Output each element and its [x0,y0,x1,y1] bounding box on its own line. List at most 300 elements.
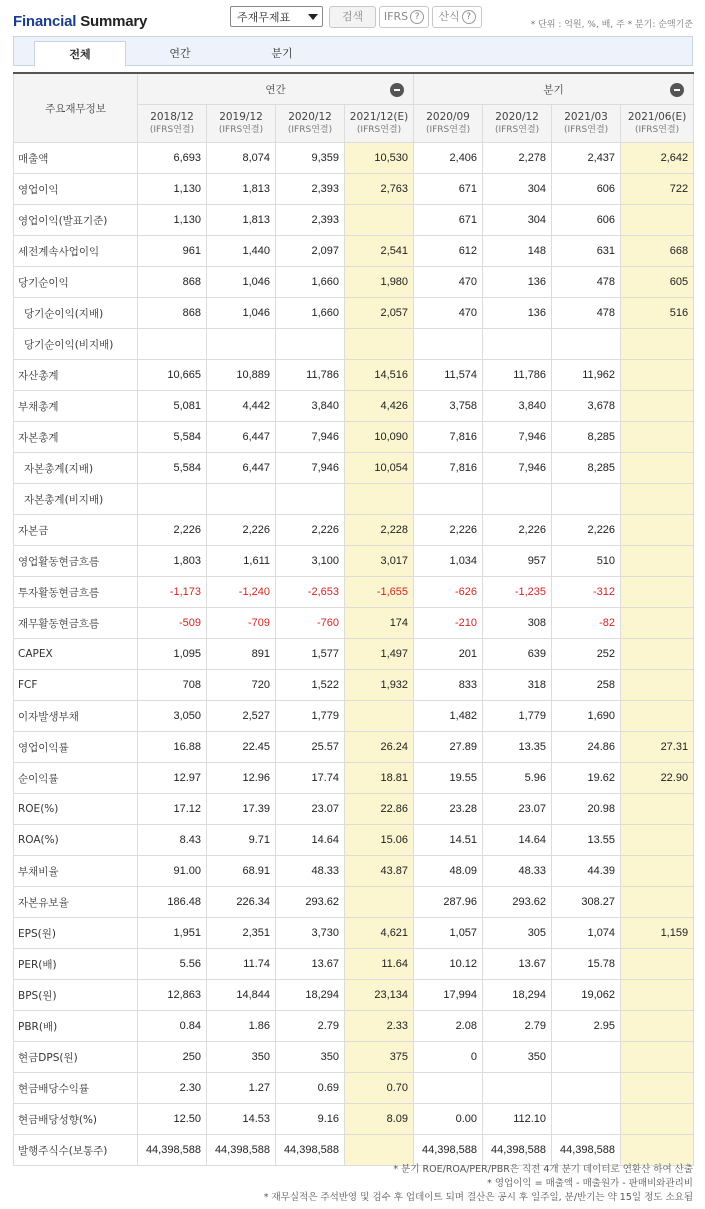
footnotes [264,1163,693,1205]
table-cell: 6,447 [207,453,276,484]
table-cell: 10,054 [345,453,414,484]
table-cell: 9.71 [207,825,276,856]
table-cell: 20.98 [552,794,621,825]
table-cell: -210 [414,608,483,639]
row-label: CAPEX [14,639,138,670]
table-cell [621,205,694,236]
table-cell: 10,665 [138,360,207,391]
period-basis: (IFRS연결) [287,124,333,135]
table-cell: -509 [138,608,207,639]
table-cell: 1,095 [138,639,207,670]
table-cell: 12.50 [138,1104,207,1135]
table-row [14,329,694,360]
row-label: 당기순이익 [14,267,138,298]
table-row [14,236,694,267]
table-cell: 1,057 [414,918,483,949]
table-cell: 9.16 [276,1104,345,1135]
table-cell: 4,426 [345,391,414,422]
table-cell: 252 [552,639,621,670]
table-cell: 1,779 [276,701,345,732]
table-cell: 8,285 [552,422,621,453]
table-cell: 1,779 [483,701,552,732]
table-cell: 68.91 [207,856,276,887]
table-cell: 305 [483,918,552,949]
table-cell: 308 [483,608,552,639]
row-header: 주요재무정보 [14,73,138,143]
table-cell [621,856,694,887]
table-cell: 12.97 [138,763,207,794]
table-cell [552,329,621,360]
table-cell [483,329,552,360]
table-row [14,267,694,298]
period-header [621,105,694,143]
row-label: ROE(%) [14,794,138,825]
table-cell: 708 [138,670,207,701]
table-cell [621,608,694,639]
table-cell: 11,574 [414,360,483,391]
table-cell: 2.95 [552,1011,621,1042]
table-cell [138,484,207,515]
table-cell: 44.39 [552,856,621,887]
table-cell: 22.45 [207,732,276,763]
table-cell: 258 [552,670,621,701]
table-cell [621,887,694,918]
table-cell: 1,932 [345,670,414,701]
table-cell: 510 [552,546,621,577]
question-icon: ? [462,10,476,24]
search-button[interactable]: 검색 [329,6,376,28]
row-label: 투자활동현금흐름 [14,577,138,608]
table-cell: 2,226 [483,515,552,546]
table-row [14,453,694,484]
table-cell: 7,946 [276,422,345,453]
table-cell: 14.51 [414,825,483,856]
row-label: 자본총계(지배) [14,453,138,484]
table-cell: 25.57 [276,732,345,763]
row-label: 현금배당수익률 [14,1073,138,1104]
table-cell: 112.10 [483,1104,552,1135]
table-cell: 186.48 [138,887,207,918]
table-cell: 1,130 [138,205,207,236]
table-cell: 17.12 [138,794,207,825]
table-cell: 14,516 [345,360,414,391]
table-cell: 308.27 [552,887,621,918]
table-cell: 13.67 [483,949,552,980]
table-cell [207,484,276,515]
tab-annual[interactable]: 연간 [169,47,191,60]
table-cell: 304 [483,174,552,205]
table-cell: 6,447 [207,422,276,453]
row-label: 세전계속사업이익 [14,236,138,267]
row-label: 발행주식수(보통주) [14,1135,138,1166]
formula-label: 산식 [438,10,460,23]
table-cell: 136 [483,267,552,298]
table-cell: 1,803 [138,546,207,577]
table-cell: 1,497 [345,639,414,670]
table-cell: 891 [207,639,276,670]
table-cell: 671 [414,205,483,236]
brand-financial: Financial [13,13,77,30]
table-cell: 22.90 [621,763,694,794]
table-cell: 1,980 [345,267,414,298]
table-cell: 19,062 [552,980,621,1011]
table-cell: 1,951 [138,918,207,949]
table-cell: 671 [414,174,483,205]
table-cell: 14.64 [483,825,552,856]
period-header [138,105,207,143]
table-cell [621,391,694,422]
table-cell: 8,285 [552,453,621,484]
table-cell: 7,946 [483,453,552,484]
table-cell: 226.34 [207,887,276,918]
table-cell: 23.28 [414,794,483,825]
table-row [14,1042,694,1073]
row-label: 매출액 [14,143,138,174]
footnote: * 영업이익 = 매출액 - 매출원가 - 판매비와관리비 [487,1178,693,1189]
table-cell: -312 [552,577,621,608]
chevron-down-icon [308,14,318,20]
table-row [14,949,694,980]
table-row [14,422,694,453]
table-cell: 14.64 [276,825,345,856]
table-cell: 2,393 [276,174,345,205]
table-row [14,918,694,949]
table-cell: 605 [621,267,694,298]
table-cell: 2,642 [621,143,694,174]
quarter-group-header [414,73,694,105]
table-cell: 7,946 [276,453,345,484]
row-label: ROA(%) [14,825,138,856]
period-basis: (IFRS연결) [356,124,402,135]
table-cell [345,329,414,360]
table-cell: 148 [483,236,552,267]
table-row [14,639,694,670]
table-cell: 720 [207,670,276,701]
table-cell: 0.70 [345,1073,414,1104]
table-cell [345,887,414,918]
table-cell: 2.08 [414,1011,483,1042]
row-label: PBR(배) [14,1011,138,1042]
table-cell: 14.53 [207,1104,276,1135]
table-cell: 868 [138,267,207,298]
table-cell: 606 [552,174,621,205]
table-cell [276,484,345,515]
table-cell: 668 [621,236,694,267]
quarter-label: 분기 [543,83,564,96]
table-cell: 11.74 [207,949,276,980]
table-cell [483,1073,552,1104]
collapse-quarter-icon[interactable] [670,83,684,97]
table-row [14,174,694,205]
table-cell: 11,786 [276,360,345,391]
table-row [14,1011,694,1042]
table-row [14,546,694,577]
table-row [14,205,694,236]
table-cell: 470 [414,298,483,329]
table-cell: 631 [552,236,621,267]
table-cell: -82 [552,608,621,639]
period-header [207,105,276,143]
period-basis: (IFRS연결) [425,124,471,135]
row-label: 영업이익률 [14,732,138,763]
table-cell: 23.07 [483,794,552,825]
table-cell: 3,758 [414,391,483,422]
annual-group-header [138,73,414,105]
table-cell: -626 [414,577,483,608]
table-cell: 3,678 [552,391,621,422]
period-header [552,105,621,143]
table-cell [621,546,694,577]
table-row [14,1135,694,1166]
table-cell [621,1135,694,1166]
row-label: 자본금 [14,515,138,546]
table-cell [621,639,694,670]
table-cell [345,1135,414,1166]
table-cell [207,329,276,360]
tab-all[interactable]: 전체 [34,41,126,67]
table-cell: 350 [276,1042,345,1073]
row-label: 자산총계 [14,360,138,391]
table-cell: 48.33 [483,856,552,887]
table-cell: 4,442 [207,391,276,422]
table-cell: 14,844 [207,980,276,1011]
ifrs-label: IFRS [383,10,409,23]
table-cell: 23,134 [345,980,414,1011]
table-cell: 19.62 [552,763,621,794]
table-cell: 10,090 [345,422,414,453]
period-label: 2020/12 [495,110,539,123]
ifrs-help-button[interactable] [379,6,429,28]
table-cell: 2,226 [207,515,276,546]
table-cell [621,360,694,391]
table-row [14,608,694,639]
table-cell: 375 [345,1042,414,1073]
table-cell: 48.33 [276,856,345,887]
table-cell: 43.87 [345,856,414,887]
row-label: 영업이익(발표기준) [14,205,138,236]
table-cell: 11.64 [345,949,414,980]
table-cell: 48.09 [414,856,483,887]
header [13,6,693,36]
table-cell [276,329,345,360]
table-cell: 2,278 [483,143,552,174]
table-cell: 287.96 [414,887,483,918]
table-cell: 1,522 [276,670,345,701]
formula-help-button[interactable] [432,6,482,28]
table-cell: 44,398,588 [483,1135,552,1166]
table-cell: 639 [483,639,552,670]
table-cell: 44,398,588 [276,1135,345,1166]
footnote: * 재무실적은 주석반영 및 검수 후 업데이트 되며 결산은 공시 후 일주일, 분/반기는 약 15일 정도 소요됨 [263,1192,693,1203]
table-cell: 15.06 [345,825,414,856]
table-cell: 1,046 [207,298,276,329]
table-cell: 350 [207,1042,276,1073]
period-label: 2021/03 [564,110,608,123]
row-label: 재무활동현금흐름 [14,608,138,639]
period-label: 2021/12(E) [349,110,409,123]
table-cell: 2.79 [276,1011,345,1042]
tab-quarterly[interactable]: 분기 [271,47,293,60]
table-cell: 1,130 [138,174,207,205]
table-cell: 2,527 [207,701,276,732]
row-label: 당기순이익(비지배) [14,329,138,360]
table-row [14,298,694,329]
table-cell: 3,100 [276,546,345,577]
table-cell: 3,840 [483,391,552,422]
row-label: 이자발생부채 [14,701,138,732]
period-basis: (IFRS연결) [494,124,540,135]
period-label: 2020/12 [288,110,332,123]
statement-type-value: 주재무제표 [237,11,291,24]
table-cell: 201 [414,639,483,670]
table-cell: 10,889 [207,360,276,391]
row-label: 순이익률 [14,763,138,794]
table-row [14,360,694,391]
table-cell [138,329,207,360]
table-cell: 5,584 [138,422,207,453]
table-row [14,732,694,763]
table-cell [621,515,694,546]
table-cell [552,1042,621,1073]
row-label: 현금DPS(원) [14,1042,138,1073]
table-cell: 174 [345,608,414,639]
table-cell: 5.96 [483,763,552,794]
period-tabs [13,36,693,66]
table-cell: 8,074 [207,143,276,174]
row-label: 당기순이익(지배) [14,298,138,329]
table-cell [552,1073,621,1104]
table-cell: 1,034 [414,546,483,577]
table-cell: -1,240 [207,577,276,608]
table-cell [552,1104,621,1135]
table-cell: 1.86 [207,1011,276,1042]
table-cell: 3,017 [345,546,414,577]
period-basis: (IFRS연결) [634,124,680,135]
table-cell: 1,577 [276,639,345,670]
table-cell: 1,482 [414,701,483,732]
table-cell: 10,530 [345,143,414,174]
table-cell [414,484,483,515]
table-cell [621,825,694,856]
table-cell [621,577,694,608]
table-cell: 10.12 [414,949,483,980]
row-label: 현금배당성향(%) [14,1104,138,1135]
table-cell: 2,226 [276,515,345,546]
table-cell: -709 [207,608,276,639]
table-cell [483,484,552,515]
table-cell: 6,693 [138,143,207,174]
table-cell: 27.31 [621,732,694,763]
table-cell: -2,653 [276,577,345,608]
table-cell: 1,046 [207,267,276,298]
table-cell: 2,437 [552,143,621,174]
period-header [414,105,483,143]
table-cell: 16.88 [138,732,207,763]
table-cell: 5,081 [138,391,207,422]
table-row [14,484,694,515]
footnote: * 분기 ROE/ROA/PER/PBR은 직전 4개 분기 데이터로 연환산 하여 산출 [393,1164,693,1175]
table-cell [621,422,694,453]
financial-summary-table [13,72,694,1166]
table-cell: 44,398,588 [207,1135,276,1166]
table-row [14,887,694,918]
table-cell: 44,398,588 [414,1135,483,1166]
table-cell: 2,763 [345,174,414,205]
row-label: FCF [14,670,138,701]
table-cell: 1,440 [207,236,276,267]
table-cell: 44,398,588 [138,1135,207,1166]
table-cell [414,329,483,360]
table-cell: 12.96 [207,763,276,794]
table-cell: 470 [414,267,483,298]
table-cell [414,1073,483,1104]
table-cell: -760 [276,608,345,639]
table-cell: 2,097 [276,236,345,267]
table-cell [621,980,694,1011]
statement-type-select[interactable] [230,6,323,27]
table-cell: 318 [483,670,552,701]
row-label: 자본유보율 [14,887,138,918]
table-cell: 12,863 [138,980,207,1011]
table-cell: 18.81 [345,763,414,794]
table-cell: 3,840 [276,391,345,422]
table-cell [345,701,414,732]
table-cell [621,701,694,732]
table-cell [621,484,694,515]
table-cell: 612 [414,236,483,267]
table-cell: 1,690 [552,701,621,732]
unit-note: * 단위 : 억원, %, 배, 주 * 분기: 순액기준 [530,20,693,30]
table-row [14,670,694,701]
table-cell: 833 [414,670,483,701]
table-row [14,980,694,1011]
table-cell [621,949,694,980]
table-row [14,856,694,887]
row-label: 자본총계 [14,422,138,453]
table-cell: 0 [414,1042,483,1073]
table-cell: 868 [138,298,207,329]
table-cell: 9,359 [276,143,345,174]
table-cell: 13.55 [552,825,621,856]
table-cell: 961 [138,236,207,267]
table-cell: 2.79 [483,1011,552,1042]
table-cell: 15.78 [552,949,621,980]
table-cell: 44,398,588 [552,1135,621,1166]
collapse-annual-icon[interactable] [390,83,404,97]
table-cell: 2.33 [345,1011,414,1042]
table-cell: 7,816 [414,453,483,484]
table-cell: 8.43 [138,825,207,856]
row-label: 영업활동현금흐름 [14,546,138,577]
table-cell: 3,050 [138,701,207,732]
table-row [14,825,694,856]
table-cell: 957 [483,546,552,577]
page-title [13,13,147,30]
period-label: 2019/12 [219,110,263,123]
table-cell [621,329,694,360]
table-row [14,1073,694,1104]
table-cell: 2.30 [138,1073,207,1104]
row-label: PER(배) [14,949,138,980]
table-cell [621,670,694,701]
table-cell [621,1073,694,1104]
table-cell: 2,226 [552,515,621,546]
table-cell: 7,946 [483,422,552,453]
table-cell: 1,074 [552,918,621,949]
table-cell: 136 [483,298,552,329]
table-cell: 606 [552,205,621,236]
period-label: 2021/06(E) [627,110,687,123]
